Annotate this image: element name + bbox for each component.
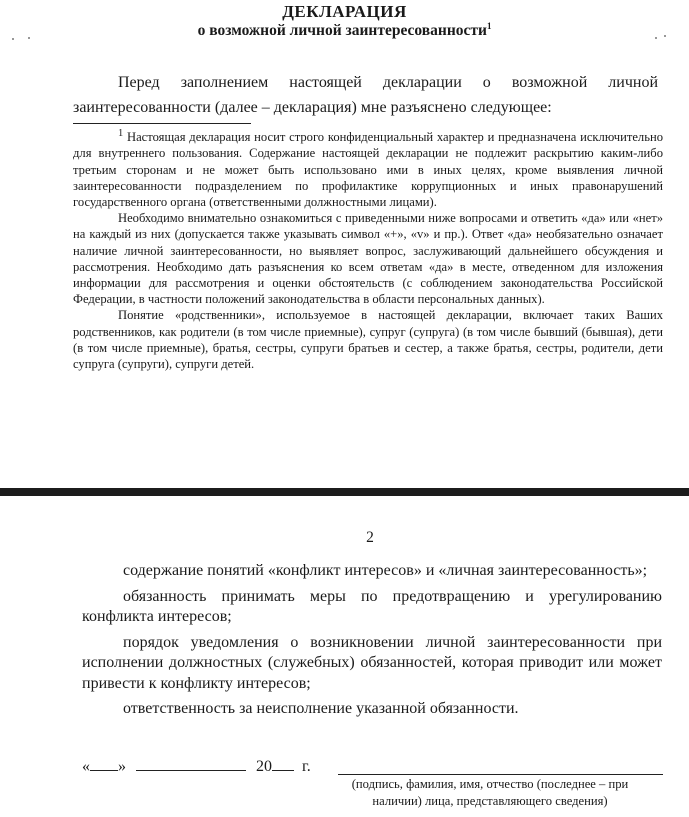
list-item: обязанность принимать меры по предотвращению и урегулированию конфликта интересов; <box>82 587 662 625</box>
declaration-subtitle <box>0 21 689 41</box>
date-open-quote: « <box>82 758 90 775</box>
month-blank <box>136 756 246 771</box>
list-item: ответственность за неисполнение указанной обязанности. <box>123 700 519 717</box>
explained-items-list <box>82 561 662 725</box>
footnote-reference: 1 <box>486 20 492 31</box>
page-break-bar <box>0 488 689 496</box>
footnote <box>73 126 663 372</box>
footnote-marker: 1 <box>118 128 124 139</box>
footnote-paragraph-3: Понятие «родственники», используемое в настоящей декларации, включает таких Ваших родственников, как родители (в том числе приемные), супруг (супруга) (в том числе бывший (бывшая), дети (в том числе приемные), братья, сестры, супруги братьев и сестер, а также братья, сестры, родители, дети супруга (супруги), супруги детей. <box>73 308 663 372</box>
scan-speck <box>12 38 14 40</box>
signature-caption: (подпись, фамилия, имя, отчество (последнее – при наличии) лица, представляющего сведения) <box>351 777 629 808</box>
signature-rule <box>338 774 663 775</box>
footnote-paragraph-2: Необходимо внимательно ознакомиться с приведенными ниже вопросами и ответить «да» или «нет» на каждый из них (допускается также указывать символ «+», «v» и пр.). Ответ «да» необязательно означает наличие личной заинтересованности, но выявляет вопрос, заслуживающий дальнейшего обсуждения и рассмотрения. Необходимо дать разъяснения ко всем ответам «да» в месте, отведенном для изложения информации для рассмотрения и оценки обстоятельств (с соблюдением законодательства Российской Федерации, в частности положений законодательства в области персональных данных). <box>73 211 663 307</box>
day-blank <box>90 756 118 771</box>
footnote-paragraph-1 <box>73 126 663 210</box>
list-item: содержание понятий «конфликт интересов» и «личная заинтересованность»; <box>123 562 648 579</box>
date-close-quote: » <box>118 758 126 775</box>
list-item: порядок уведомления о возникновении личной заинтересованности при исполнении должностных (служебных) обязанностей, которая приводит или может привести к конфликту интересов; <box>82 633 662 692</box>
year-blank <box>272 756 294 771</box>
subtitle-text: о возможной личной заинтересованности <box>197 22 487 39</box>
declaration-title: ДЕКЛАРАЦИЯ <box>282 2 407 21</box>
scan-speck <box>664 35 666 37</box>
year-prefix: 20 <box>256 758 272 775</box>
date-line <box>82 756 311 777</box>
scan-speck <box>28 37 30 39</box>
page-number: 2 <box>366 529 374 546</box>
intro-paragraph: Перед заполнением настоящей декларации о возможной личной заинтересованности (далее – декларация) мне разъяснено следующее: <box>73 74 658 116</box>
footnote-divider <box>73 123 251 124</box>
scan-speck <box>655 37 657 39</box>
footnote-paragraph-1-text: Настоящая декларация носит строго конфиденциальный характер и предназначена исключительно для внутреннего пользования. Содержание настоящей декларации не подлежит раскрытию каким-либо третьим сторонам и не может быть использовано ими в иных целях, кроме выявления личной заинтересованности подразделением по профилактике коррупционных и иных правонарушений государственного органа (ответственными должностными лицами). <box>73 130 663 209</box>
year-suffix: г. <box>302 758 311 775</box>
